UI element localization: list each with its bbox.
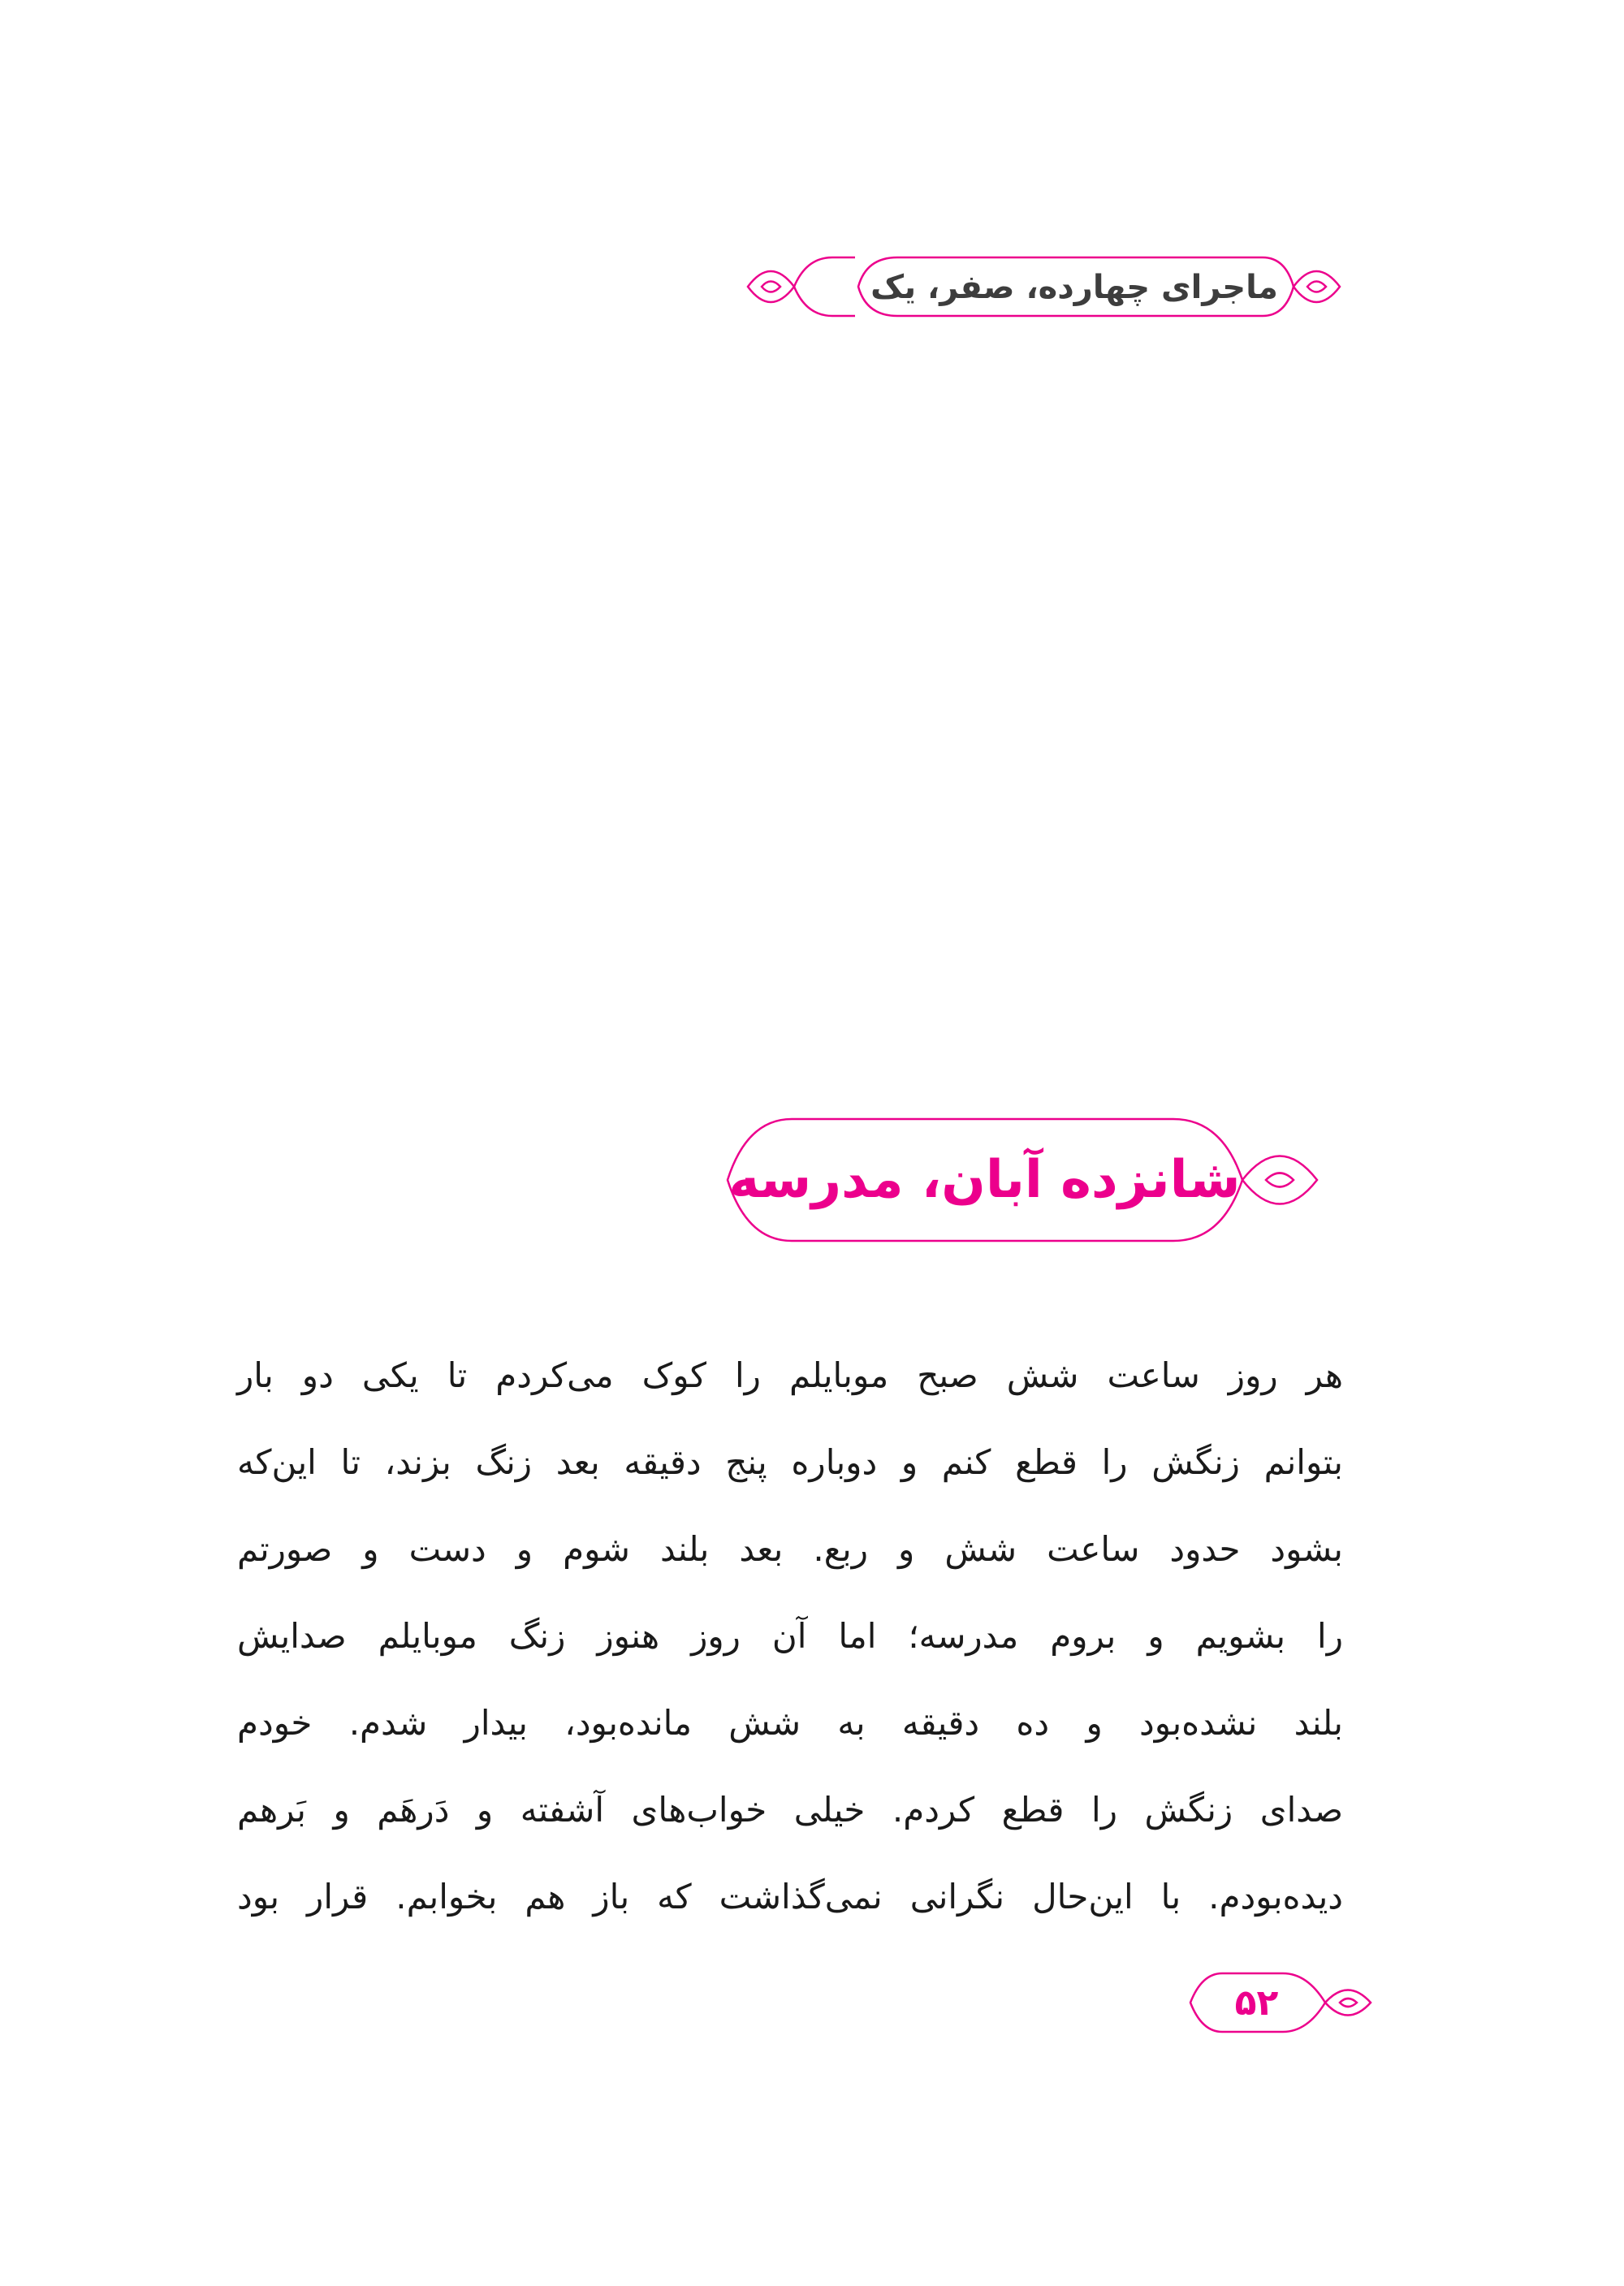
page-number: ۵۲ [1234,1981,1279,2024]
body-line: هر روز ساعت شش صبح موبایلم را کوک می‌کردم تا یکی دو بار [237,1355,1343,1395]
chapter-title: شانزده آبان، مدرسه [728,1149,1241,1210]
body-line: بلند نشده‌بود و ده دقیقه به شش مانده‌بود، بیدار شدم. خودم [237,1703,1343,1743]
body-line: صدای زنگش را قطع کردم. خیلی خواب‌های آشفته و دَرهَم و بَرهم [237,1790,1343,1830]
body-line: بتوانم زنگش را قطع کنم و دوباره پنج دقیقه بعد زنگ بزند، تا این‌که [237,1442,1343,1482]
body-paragraph [237,1332,1343,1940]
running-title: ماجرای چهارده، صفر، یک [870,268,1278,306]
body-line: دیده‌بودم. با این‌حال نگرانی نمی‌گذاشت که باز هم بخوابم. قرار بود [237,1877,1343,1917]
body-line: بشود حدود ساعت شش و ربع. بعد بلند شوم و دست و صورتم [237,1529,1343,1569]
body-line: را بشویم و بروم مدرسه؛ اما آن روز هنوز زنگ موبایلم صدایش [237,1616,1343,1656]
